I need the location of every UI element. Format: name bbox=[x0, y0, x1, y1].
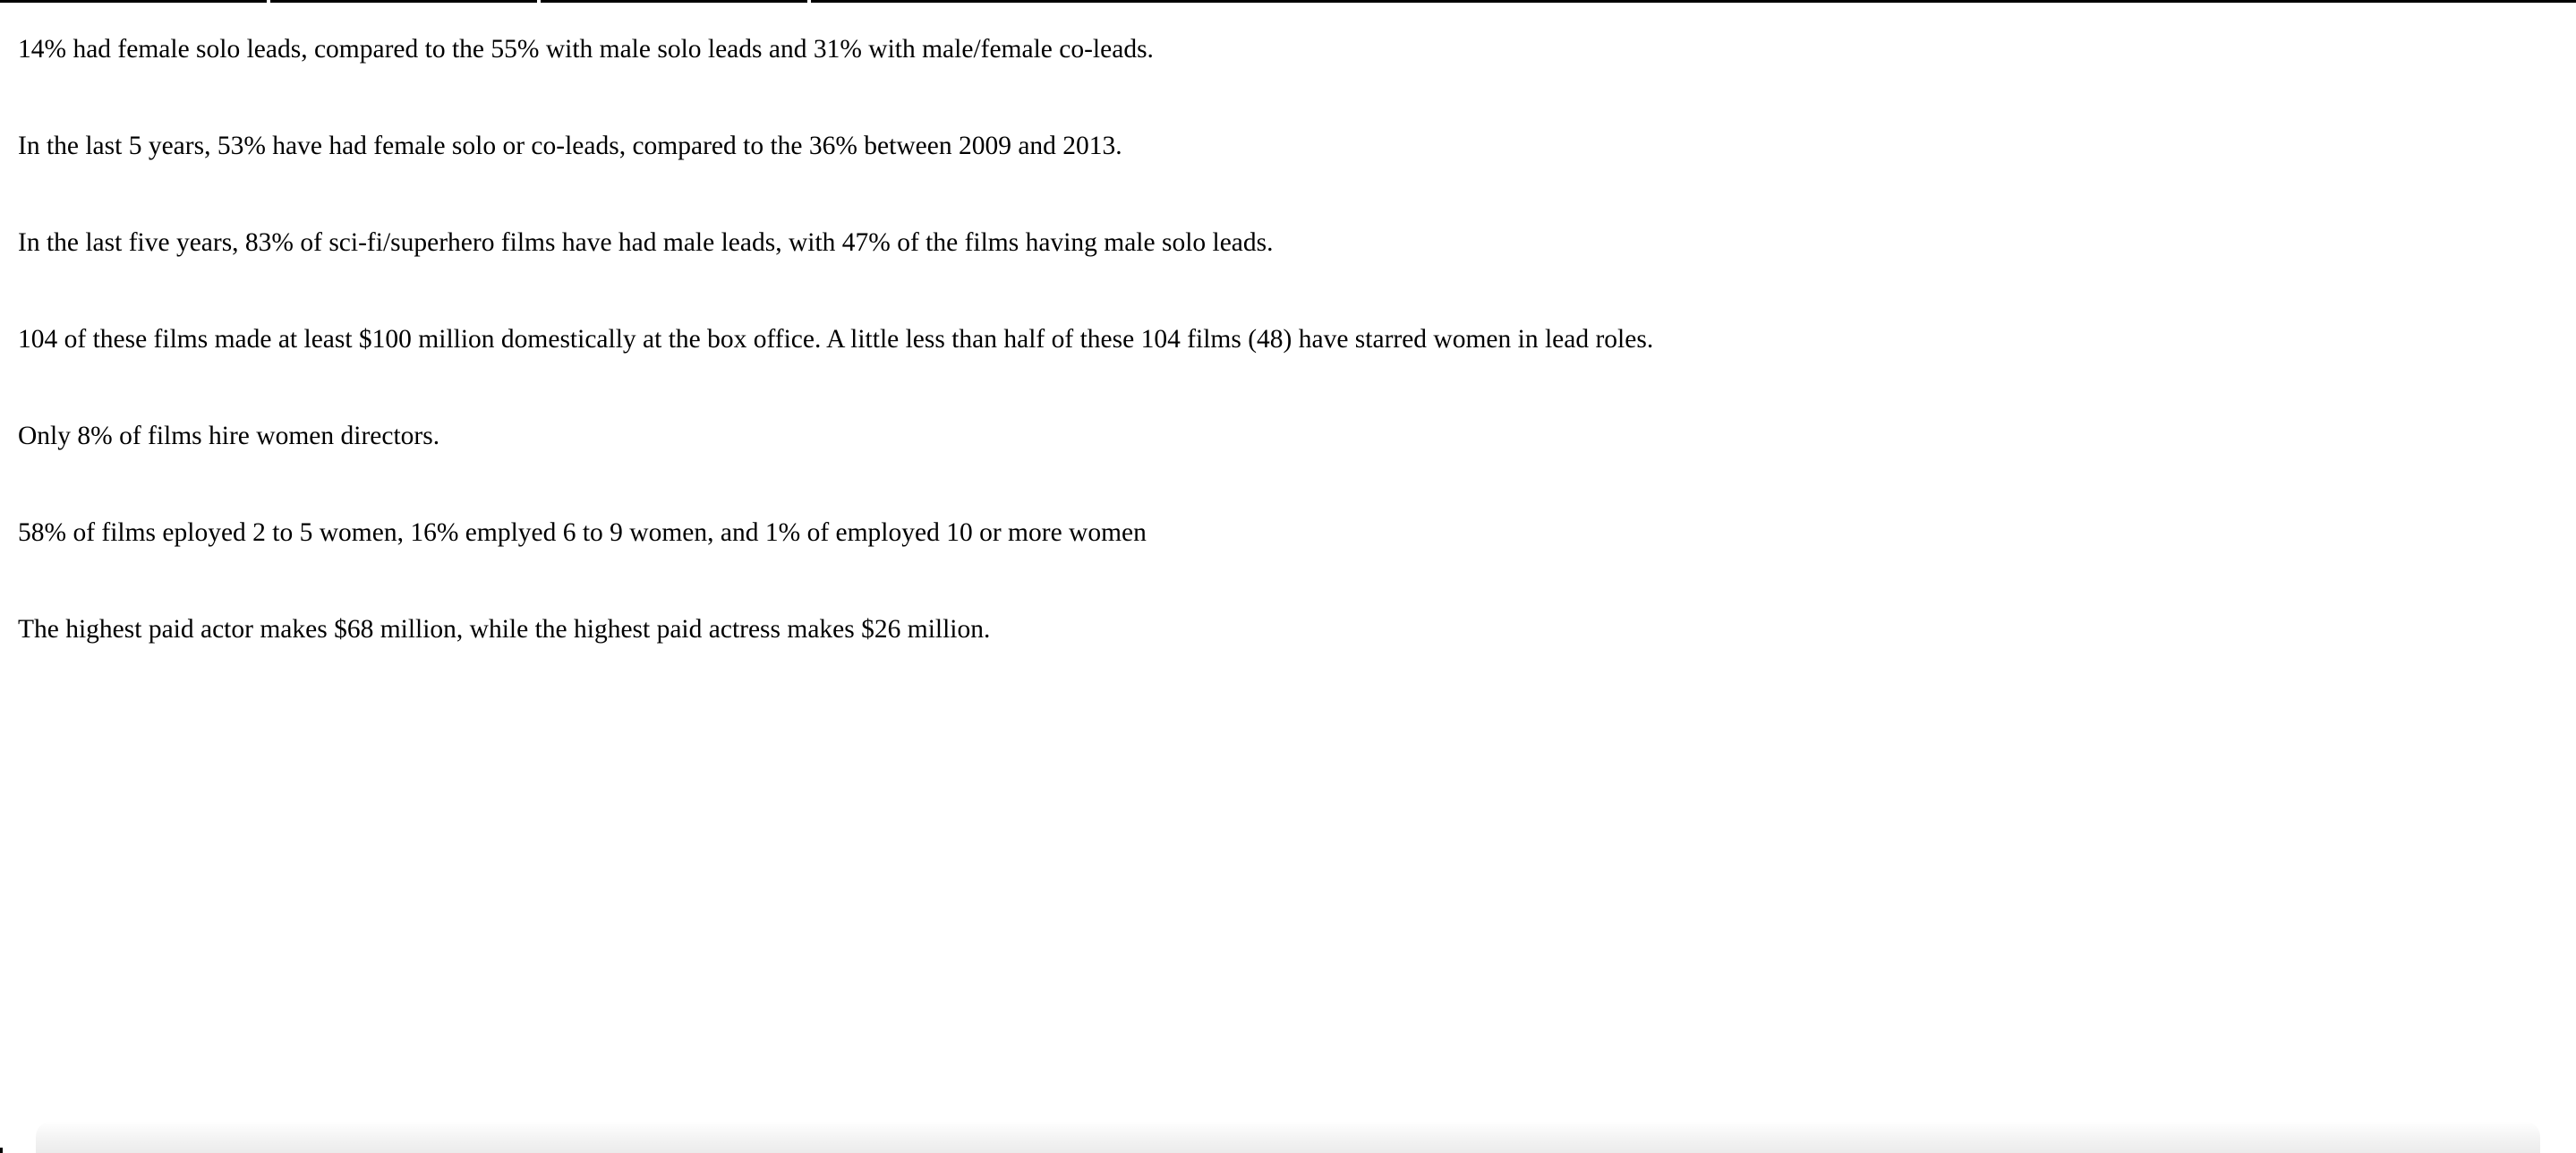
fact-women-employed: 58% of films eployed 2 to 5 women, 16% emplyed 6 to 9 women, and 1% of employed 10 or more women bbox=[18, 518, 1147, 547]
fact-highest-paid: The highest paid actor makes $68 million, while the highest paid actress makes $26 million. bbox=[18, 615, 991, 644]
top-divider-2 bbox=[270, 0, 537, 3]
top-divider-1 bbox=[0, 0, 267, 3]
corner-mark bbox=[0, 1148, 3, 1153]
top-divider-4 bbox=[811, 0, 2576, 3]
fact-last-five-years-female-leads: In the last 5 years, 53% have had female solo or co-leads, compared to the 36% between 2009 and 2013. bbox=[18, 132, 1122, 160]
fact-women-directors: Only 8% of films hire women directors. bbox=[18, 422, 440, 450]
fact-female-solo-leads: 14% had female solo leads, compared to the 55% with male solo leads and 31% with male/female co-leads. bbox=[18, 35, 1154, 64]
fact-scifi-superhero-male-leads: In the last five years, 83% of sci-fi/superhero films have had male leads, with 47% of the films having male solo leads. bbox=[18, 228, 1274, 257]
top-divider-3 bbox=[541, 0, 807, 3]
bottom-shadow bbox=[36, 1121, 2540, 1153]
fact-box-office-100-million: 104 of these films made at least $100 million domestically at the box office. A little less than half of these 104 films (48) have starred women in lead roles. bbox=[18, 325, 1654, 354]
